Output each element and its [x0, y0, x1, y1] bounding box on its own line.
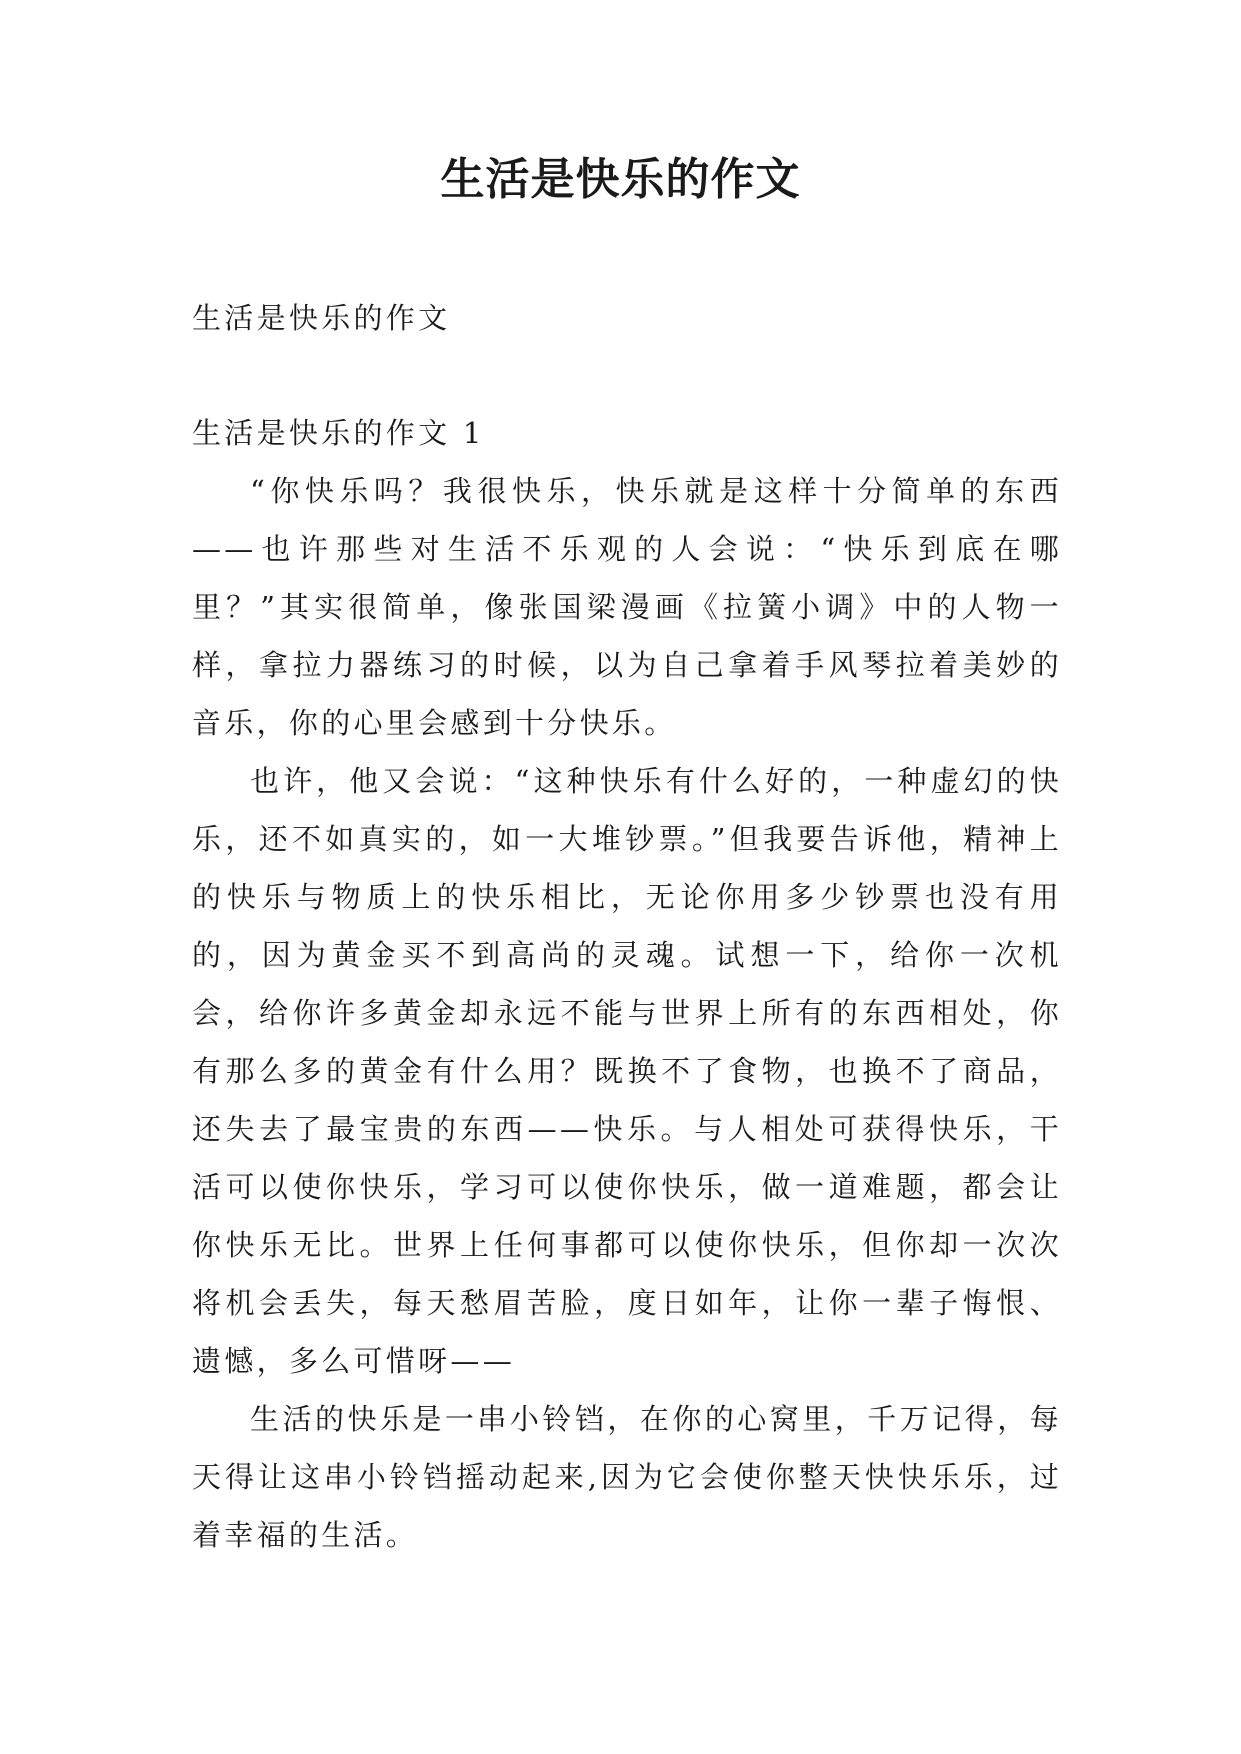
document-title: 生活是快乐的作文	[440, 154, 801, 205]
paragraph-2: 也许，他又会说：“这种快乐有什么好的，一种虚幻的快乐，还不如真实的，如一大堆钞票。”但我要告诉他，精神上的快乐与物质上的快乐相比，无论你用多少钞票也没有用的，因为黄金买不到高尚的灵魂。试想一下，给你一次机会，给你许多黄金却永远不能与世界上所有的东西相处，你有那么多的黄金有什么用？既换不了食物，也换不了商品，还失去了最宝贵的东西——快乐。与人相处可获得快乐，干活可以使你快乐，学习可以使你快乐，做一道难题，都会让你快乐无比。世界上任何事都可以使你快乐，但你却一次次将机会丢失，每天愁眉苦脸，度日如年，让你一辈子悔恨、遗憾，多么可惜呀——	[192, 764, 1062, 1378]
essay-body	[192, 462, 1062, 1564]
section-heading: 生活是快乐的作文 1	[192, 416, 485, 450]
paragraph-3: 生活的快乐是一串小铃铛，在你的心窝里，千万记得，每天得让这串小铃铛摇动起来,因为它会使你整天快快乐乐，过着幸福的生活。	[192, 1402, 1062, 1552]
document-subtitle: 生活是快乐的作文	[192, 301, 451, 335]
paragraph-1: “你快乐吗？我很快乐，快乐就是这样十分简单的东西——也许那些对生活不乐观的人会说：“快乐到底在哪里？”其实很简单，像张国梁漫画《拉簧小调》中的人物一样，拿拉力器练习的时候，以为自己拿着手风琴拉着美妙的音乐，你的心里会感到十分快乐。	[192, 474, 1062, 740]
